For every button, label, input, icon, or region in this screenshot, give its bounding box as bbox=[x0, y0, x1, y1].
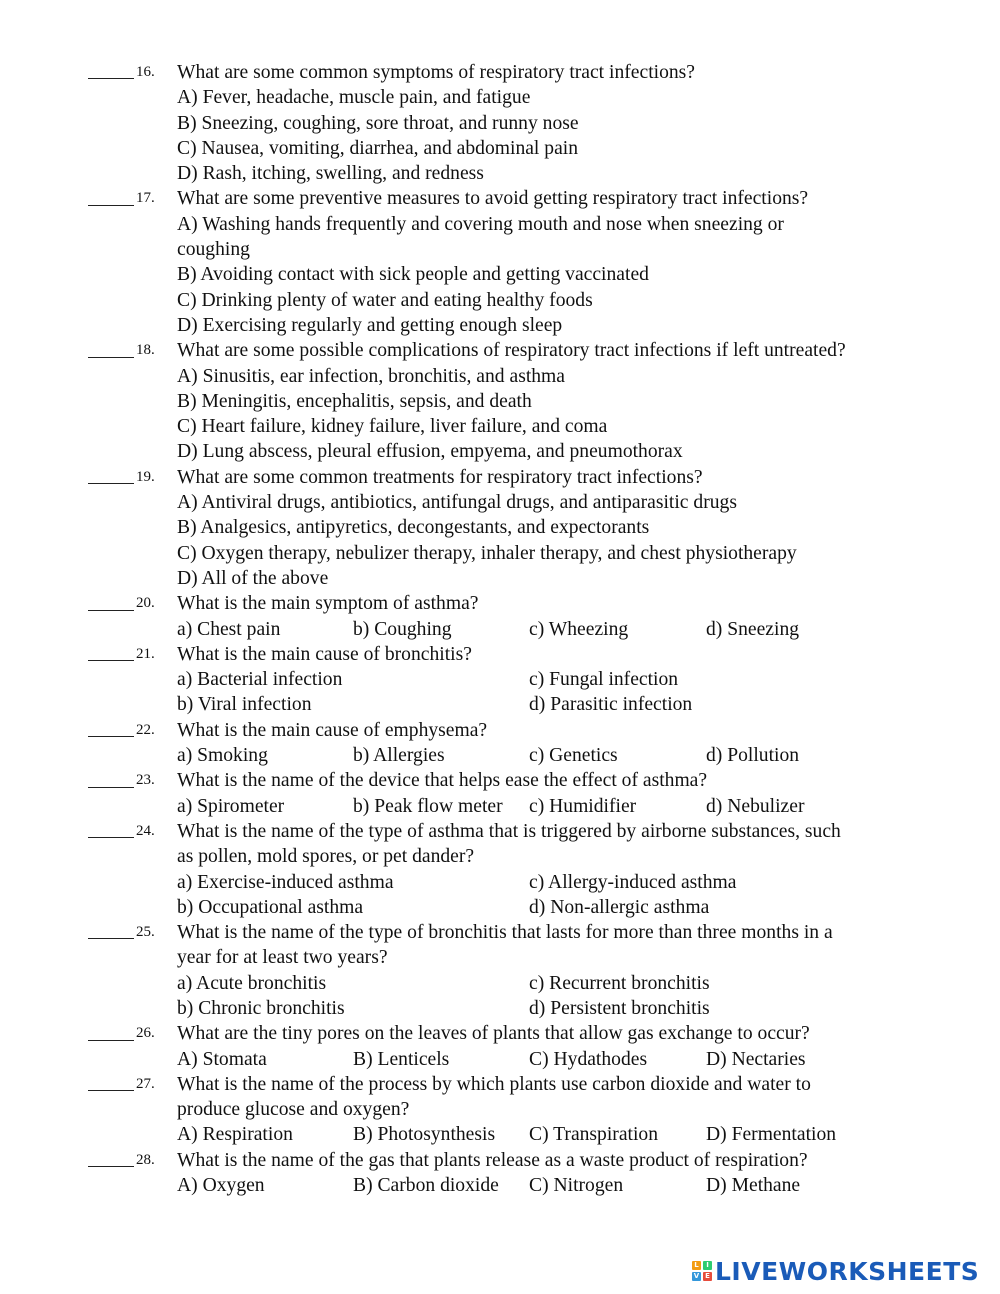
option-row bbox=[0, 111, 1000, 136]
liveworksheets-icon bbox=[692, 1261, 712, 1281]
question-line bbox=[0, 1021, 1000, 1046]
answer-option: a) Spirometer bbox=[177, 795, 285, 817]
option-row bbox=[0, 692, 1000, 717]
option-row bbox=[0, 1047, 1000, 1072]
question-number: 20. bbox=[136, 595, 155, 612]
logo-tile: I bbox=[703, 1261, 712, 1270]
answer-option: C) Nitrogen bbox=[529, 1175, 624, 1197]
question-text: What is the name of the gas that plants release as a waste product of respiration? bbox=[177, 1149, 808, 1171]
question-25 bbox=[0, 920, 1000, 1021]
question-number: 21. bbox=[136, 645, 155, 662]
question-text: What are some common symptoms of respiratory tract infections? bbox=[177, 62, 695, 83]
question-text: What is the main symptom of asthma? bbox=[177, 593, 479, 615]
option-row bbox=[0, 1122, 1000, 1147]
option-row bbox=[0, 667, 1000, 692]
answer-option: B) Meningitis, encephalitis, sepsis, and death bbox=[177, 390, 532, 412]
answer-option: B) Analgesics, antipyretics, decongestants, and expectorants bbox=[177, 517, 650, 539]
option-row bbox=[0, 313, 1000, 338]
option-row bbox=[0, 288, 1000, 313]
question-text: year for at least two years? bbox=[177, 947, 388, 969]
answer-blank[interactable] bbox=[88, 483, 134, 484]
answer-option: A) Fever, headache, muscle pain, and fatigue bbox=[177, 87, 531, 109]
answer-option: D) Nectaries bbox=[706, 1048, 806, 1070]
answer-option: b) Allergies bbox=[353, 745, 445, 767]
question-17 bbox=[0, 186, 1000, 338]
question-26 bbox=[0, 1021, 1000, 1072]
question-line bbox=[0, 642, 1000, 667]
question-number: 27. bbox=[136, 1075, 155, 1092]
answer-option: c) Genetics bbox=[529, 745, 618, 767]
answer-blank[interactable] bbox=[88, 660, 134, 661]
answer-option: c) Humidifier bbox=[529, 795, 637, 817]
logo-tile: E bbox=[703, 1272, 712, 1281]
option-row bbox=[0, 414, 1000, 439]
question-text: as pollen, mold spores, or pet dander? bbox=[177, 846, 475, 868]
answer-option: b) Occupational asthma bbox=[177, 896, 364, 918]
question-text: What are some possible complications of respiratory tract infections if left untreated? bbox=[177, 340, 846, 362]
option-row bbox=[0, 566, 1000, 591]
question-line bbox=[0, 60, 1000, 85]
answer-option: C) Hydathodes bbox=[529, 1048, 648, 1070]
question-line bbox=[0, 338, 1000, 363]
option-row bbox=[0, 490, 1000, 515]
option-row bbox=[0, 971, 1000, 996]
question-line bbox=[0, 768, 1000, 793]
question-number: 17. bbox=[136, 190, 155, 207]
answer-blank[interactable] bbox=[88, 1090, 134, 1091]
option-row bbox=[0, 262, 1000, 287]
answer-option: D) All of the above bbox=[177, 567, 329, 589]
answer-option: b) Coughing bbox=[353, 618, 452, 640]
answer-option: B) Carbon dioxide bbox=[353, 1175, 499, 1197]
question-line bbox=[0, 819, 1000, 844]
option-row bbox=[0, 212, 1000, 237]
answer-blank[interactable] bbox=[88, 1040, 134, 1041]
question-line bbox=[0, 465, 1000, 490]
question-line bbox=[0, 591, 1000, 616]
answer-option: D) Rash, itching, swelling, and redness bbox=[177, 163, 484, 185]
question-number: 19. bbox=[136, 468, 155, 485]
answer-option: a) Acute bronchitis bbox=[177, 972, 327, 994]
question-line bbox=[0, 1148, 1000, 1173]
question-text: What is the main cause of bronchitis? bbox=[177, 643, 472, 665]
answer-option: a) Smoking bbox=[177, 745, 268, 767]
question-28 bbox=[0, 1148, 1000, 1199]
question-20 bbox=[0, 591, 1000, 642]
question-number: 23. bbox=[136, 772, 155, 789]
option-row bbox=[0, 136, 1000, 161]
liveworksheets-logo bbox=[692, 1258, 979, 1284]
option-row bbox=[0, 161, 1000, 186]
answer-option: A) Washing hands frequently and covering mouth and nose when sneezing or bbox=[177, 213, 784, 235]
logo-tile: L bbox=[692, 1261, 701, 1270]
option-row bbox=[0, 1173, 1000, 1198]
question-line bbox=[0, 186, 1000, 211]
answer-option: D) Fermentation bbox=[706, 1124, 837, 1146]
answer-option: d) Pollution bbox=[706, 745, 800, 767]
answer-option: d) Nebulizer bbox=[706, 795, 805, 817]
question-number: 28. bbox=[136, 1151, 155, 1168]
question-text: What are some common treatments for respiratory tract infections? bbox=[177, 466, 703, 488]
answer-option: A) Respiration bbox=[177, 1124, 293, 1146]
question-line bbox=[0, 844, 1000, 869]
answer-option: c) Allergy-induced asthma bbox=[529, 871, 737, 893]
question-text: What are some preventive measures to avoid getting respiratory tract infections? bbox=[177, 188, 809, 210]
answer-option: D) Methane bbox=[706, 1175, 801, 1197]
question-27 bbox=[0, 1072, 1000, 1148]
question-line bbox=[0, 718, 1000, 743]
logo-text: LIVEWORKSHEETS bbox=[715, 1256, 980, 1286]
question-text: What is the main cause of emphysema? bbox=[177, 719, 488, 741]
question-number: 25. bbox=[136, 924, 155, 941]
question-line bbox=[0, 1097, 1000, 1122]
question-text: What is the name of the type of asthma that is triggered by airborne substances, such bbox=[177, 820, 841, 842]
option-row bbox=[0, 996, 1000, 1021]
answer-option: D) Exercising regularly and getting enough sleep bbox=[177, 314, 563, 336]
answer-blank[interactable] bbox=[88, 787, 134, 788]
answer-option: d) Sneezing bbox=[706, 618, 800, 640]
answer-option: B) Avoiding contact with sick people and getting vaccinated bbox=[177, 264, 649, 286]
option-row bbox=[0, 85, 1000, 110]
question-23 bbox=[0, 768, 1000, 819]
answer-blank[interactable] bbox=[88, 610, 134, 611]
question-line bbox=[0, 920, 1000, 945]
answer-option: C) Transpiration bbox=[529, 1124, 659, 1146]
answer-option: b) Viral infection bbox=[177, 694, 312, 716]
option-row bbox=[0, 870, 1000, 895]
answer-option: a) Exercise-induced asthma bbox=[177, 871, 394, 893]
answer-option: B) Photosynthesis bbox=[353, 1124, 496, 1146]
question-line bbox=[0, 1072, 1000, 1097]
option-row bbox=[0, 439, 1000, 464]
question-number: 26. bbox=[136, 1025, 155, 1042]
question-text: What is the name of the process by which plants use carbon dioxide and water to bbox=[177, 1073, 811, 1095]
option-row bbox=[0, 389, 1000, 414]
answer-blank[interactable] bbox=[88, 1166, 134, 1167]
option-row bbox=[0, 743, 1000, 768]
answer-option: C) Nausea, vomiting, diarrhea, and abdominal pain bbox=[177, 137, 579, 159]
answer-option: C) Heart failure, kidney failure, liver failure, and coma bbox=[177, 416, 608, 438]
question-22 bbox=[0, 718, 1000, 769]
question-number: 16. bbox=[136, 64, 155, 80]
answer-option: B) Lenticels bbox=[353, 1048, 450, 1070]
answer-option: b) Chronic bronchitis bbox=[177, 997, 345, 1019]
answer-option: c) Wheezing bbox=[529, 618, 629, 640]
question-number: 24. bbox=[136, 822, 155, 839]
answer-option: a) Bacterial infection bbox=[177, 669, 343, 691]
question-line bbox=[0, 945, 1000, 970]
question-18 bbox=[0, 338, 1000, 464]
answer-option: b) Peak flow meter bbox=[353, 795, 503, 817]
option-row bbox=[0, 794, 1000, 819]
answer-blank[interactable] bbox=[88, 938, 134, 939]
question-text: produce glucose and oxygen? bbox=[177, 1099, 410, 1121]
option-row bbox=[0, 541, 1000, 566]
answer-option: D) Lung abscess, pleural effusion, empyema, and pneumothorax bbox=[177, 441, 683, 463]
question-number: 22. bbox=[136, 721, 155, 738]
answer-blank[interactable] bbox=[88, 837, 134, 838]
question-text: What is the name of the device that helps ease the effect of asthma? bbox=[177, 770, 708, 792]
question-21 bbox=[0, 642, 1000, 718]
option-row bbox=[0, 515, 1000, 540]
answer-blank[interactable] bbox=[88, 736, 134, 737]
question-number: 18. bbox=[136, 342, 155, 359]
answer-option: A) Sinusitis, ear infection, bronchitis, and asthma bbox=[177, 365, 565, 387]
answer-option: A) Oxygen bbox=[177, 1175, 265, 1197]
answer-option: a) Chest pain bbox=[177, 618, 281, 640]
answer-option: d) Non-allergic asthma bbox=[529, 896, 710, 918]
question-text: What is the name of the type of bronchitis that lasts for more than three months in a bbox=[177, 922, 833, 944]
answer-option: B) Sneezing, coughing, sore throat, and runny nose bbox=[177, 112, 579, 134]
question-text: What are the tiny pores on the leaves of plants that allow gas exchange to occur? bbox=[177, 1023, 810, 1045]
option-row bbox=[0, 617, 1000, 642]
answer-option: A) Antiviral drugs, antibiotics, antifungal drugs, and antiparasitic drugs bbox=[177, 492, 737, 514]
option-row bbox=[0, 237, 1000, 262]
logo-tile: V bbox=[693, 1272, 700, 1280]
worksheet bbox=[0, 60, 1000, 1198]
answer-option: c) Recurrent bronchitis bbox=[529, 972, 710, 994]
answer-option: d) Persistent bronchitis bbox=[529, 997, 710, 1019]
answer-option: coughing bbox=[177, 239, 250, 261]
option-row bbox=[0, 364, 1000, 389]
question-19 bbox=[0, 465, 1000, 591]
answer-blank[interactable] bbox=[88, 357, 134, 358]
answer-option: A) Stomata bbox=[177, 1048, 267, 1070]
answer-option: c) Fungal infection bbox=[529, 669, 679, 691]
answer-option: C) Oxygen therapy, nebulizer therapy, inhaler therapy, and chest physiotherapy bbox=[177, 542, 797, 564]
answer-blank[interactable] bbox=[88, 78, 134, 79]
question-24 bbox=[0, 819, 1000, 920]
question-16 bbox=[0, 60, 1000, 186]
answer-blank[interactable] bbox=[88, 205, 134, 206]
option-row bbox=[0, 895, 1000, 920]
answer-option: C) Drinking plenty of water and eating healthy foods bbox=[177, 289, 593, 311]
answer-option: d) Parasitic infection bbox=[529, 694, 693, 716]
